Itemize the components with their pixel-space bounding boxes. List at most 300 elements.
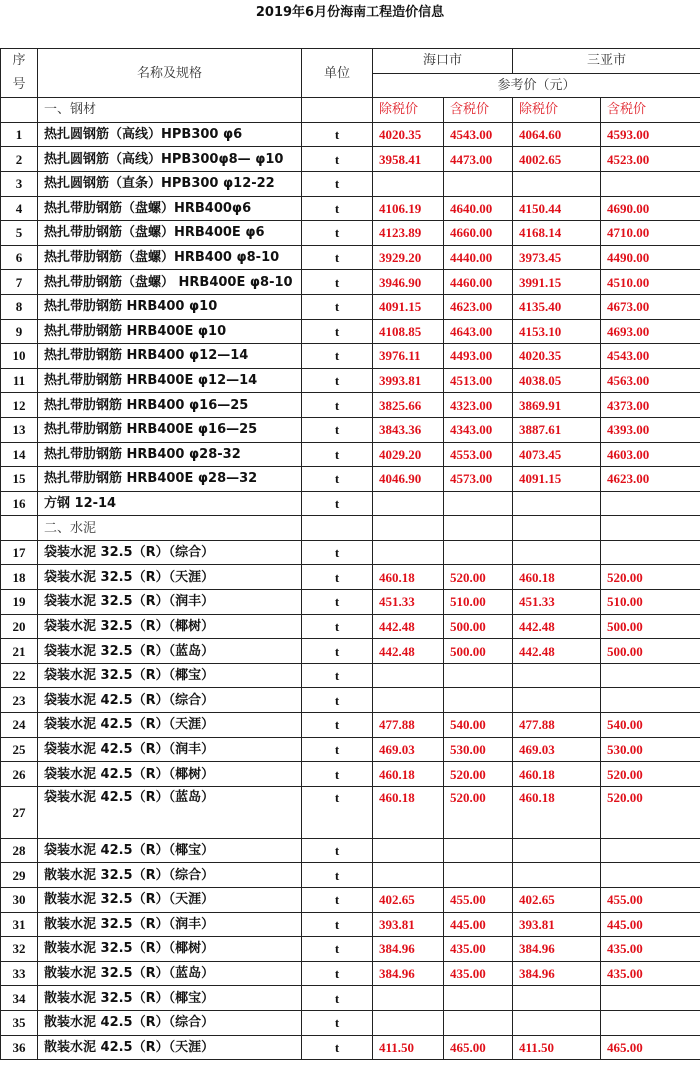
haikou-ex-tax-price (373, 863, 444, 888)
row-seq: 20 (1, 614, 38, 639)
section-empty-cell (1, 516, 38, 541)
sanya-ex-tax-price: 460.18 (513, 762, 601, 787)
row-name: 热扎带肋钢筋 HRB400 φ16—25 (38, 393, 302, 418)
row-unit: t (302, 467, 373, 492)
section-empty-cell (513, 516, 601, 541)
row-unit: t (302, 491, 373, 516)
row-seq: 22 (1, 663, 38, 688)
city-sanya-header: 三亚市 (513, 49, 700, 74)
sanya-inc-tax-header: 含税价 (601, 98, 700, 123)
row-unit: t (302, 737, 373, 762)
row-seq: 27 (1, 786, 38, 838)
haikou-ex-tax-price: 4108.85 (373, 319, 444, 344)
row-seq: 3 (1, 171, 38, 196)
haikou-inc-tax-price (444, 491, 513, 516)
sanya-ex-tax-price: 442.48 (513, 639, 601, 664)
sanya-ex-tax-price: 4153.10 (513, 319, 601, 344)
row-name: 袋装水泥 32.5（R）（椰树） (38, 614, 302, 639)
sanya-inc-tax-price: 520.00 (601, 786, 700, 838)
sanya-ex-tax-price: 3973.45 (513, 245, 601, 270)
sanya-inc-tax-price: 435.00 (601, 961, 700, 986)
row-seq: 4 (1, 196, 38, 221)
row-name: 热扎带肋钢筋（盘螺）HRB400φ6 (38, 196, 302, 221)
haikou-ex-tax-price: 384.96 (373, 961, 444, 986)
row-name: 热扎带肋钢筋 HRB400 φ12—14 (38, 344, 302, 369)
row-unit: t (302, 344, 373, 369)
haikou-ex-tax-price: 469.03 (373, 737, 444, 762)
haikou-inc-tax-header: 含税价 (444, 98, 513, 123)
sanya-inc-tax-price (601, 838, 700, 863)
table-row (1, 442, 700, 467)
section-seq-empty (1, 98, 38, 123)
page-title: 2019年6月份海南工程造价信息 (255, 5, 445, 20)
row-unit: t (302, 368, 373, 393)
row-name: 袋装水泥 32.5（R）（润丰） (38, 590, 302, 615)
sanya-inc-tax-price: 4393.00 (601, 417, 700, 442)
name-header: 名称及规格 (38, 49, 302, 98)
table-row (1, 270, 700, 295)
haikou-ex-tax-price: 3976.11 (373, 344, 444, 369)
table-row (1, 961, 700, 986)
table-row (1, 417, 700, 442)
row-unit: t (302, 122, 373, 147)
row-seq: 31 (1, 912, 38, 937)
sanya-inc-tax-price: 520.00 (601, 565, 700, 590)
row-name: 袋装水泥 32.5（R）（综合） (38, 540, 302, 565)
row-unit: t (302, 663, 373, 688)
haikou-inc-tax-price (444, 838, 513, 863)
row-unit: t (302, 540, 373, 565)
table-row (1, 171, 700, 196)
sanya-ex-tax-price: 442.48 (513, 614, 601, 639)
haikou-inc-tax-price: 540.00 (444, 713, 513, 738)
row-name: 热扎圆钢筋（直条）HPB300 φ12-22 (38, 171, 302, 196)
row-seq: 21 (1, 639, 38, 664)
row-seq: 2 (1, 147, 38, 172)
haikou-inc-tax-price: 4640.00 (444, 196, 513, 221)
sanya-inc-tax-price: 540.00 (601, 713, 700, 738)
sanya-ex-tax-price: 4073.45 (513, 442, 601, 467)
row-seq: 12 (1, 393, 38, 418)
haikou-ex-tax-price: 3993.81 (373, 368, 444, 393)
row-unit: t (302, 393, 373, 418)
row-name: 散装水泥 32.5（R）（椰树） (38, 937, 302, 962)
sanya-inc-tax-price (601, 1010, 700, 1035)
table-row (1, 565, 700, 590)
sanya-inc-tax-price (601, 863, 700, 888)
table-row (1, 838, 700, 863)
sanya-inc-tax-price: 4603.00 (601, 442, 700, 467)
sanya-ex-tax-price: 4064.60 (513, 122, 601, 147)
haikou-ex-tax-price: 3946.90 (373, 270, 444, 295)
table-row (1, 688, 700, 713)
section-empty-cell (302, 516, 373, 541)
haikou-ex-tax-header: 除税价 (373, 98, 444, 123)
sanya-ex-tax-price: 4038.05 (513, 368, 601, 393)
sanya-ex-tax-price: 393.81 (513, 912, 601, 937)
haikou-inc-tax-price: 4323.00 (444, 393, 513, 418)
haikou-inc-tax-price: 530.00 (444, 737, 513, 762)
haikou-inc-tax-price: 500.00 (444, 614, 513, 639)
price-table (0, 48, 700, 1060)
row-name: 散装水泥 32.5（R）（蓝岛） (38, 961, 302, 986)
table-row (1, 986, 700, 1011)
row-unit: t (302, 639, 373, 664)
sanya-ex-tax-price (513, 540, 601, 565)
row-unit: t (302, 713, 373, 738)
row-unit: t (302, 912, 373, 937)
section-empty-cell (444, 516, 513, 541)
row-seq: 29 (1, 863, 38, 888)
row-seq: 18 (1, 565, 38, 590)
sanya-inc-tax-price: 510.00 (601, 590, 700, 615)
row-name: 热扎圆钢筋（高线）HPB300φ8— φ10 (38, 147, 302, 172)
sanya-inc-tax-price: 500.00 (601, 639, 700, 664)
sanya-inc-tax-price: 4593.00 (601, 122, 700, 147)
haikou-ex-tax-price (373, 986, 444, 1011)
sanya-ex-tax-price: 477.88 (513, 713, 601, 738)
row-seq: 25 (1, 737, 38, 762)
sanya-ex-tax-price: 402.65 (513, 888, 601, 913)
haikou-ex-tax-price: 3825.66 (373, 393, 444, 418)
row-seq: 7 (1, 270, 38, 295)
sanya-inc-tax-price: 435.00 (601, 937, 700, 962)
table-row (1, 590, 700, 615)
haikou-inc-tax-price (444, 540, 513, 565)
row-name: 袋装水泥 42.5（R）（椰树） (38, 762, 302, 787)
table-row (1, 491, 700, 516)
seq-header: 序号 (1, 49, 38, 98)
row-name: 散装水泥 32.5（R）（椰宝） (38, 986, 302, 1011)
sanya-ex-tax-price: 460.18 (513, 565, 601, 590)
sanya-ex-tax-price: 460.18 (513, 786, 601, 838)
sanya-inc-tax-price (601, 663, 700, 688)
haikou-ex-tax-price (373, 663, 444, 688)
row-name: 热扎带肋钢筋（盘螺） HRB400E φ8-10 (38, 270, 302, 295)
row-name: 袋装水泥 42.5（R）（蓝岛） (38, 786, 302, 838)
row-unit: t (302, 147, 373, 172)
table-row (1, 1035, 700, 1060)
haikou-ex-tax-price (373, 491, 444, 516)
haikou-ex-tax-price: 4046.90 (373, 467, 444, 492)
table-row (1, 540, 700, 565)
row-seq: 10 (1, 344, 38, 369)
row-unit: t (302, 442, 373, 467)
row-name: 散装水泥 32.5（R）（天涯） (38, 888, 302, 913)
row-seq: 36 (1, 1035, 38, 1060)
sanya-inc-tax-price (601, 688, 700, 713)
sanya-ex-tax-price: 384.96 (513, 937, 601, 962)
sanya-inc-tax-price: 4510.00 (601, 270, 700, 295)
haikou-inc-tax-price (444, 688, 513, 713)
row-unit: t (302, 986, 373, 1011)
row-seq: 16 (1, 491, 38, 516)
row-name: 袋装水泥 32.5（R）（椰宝） (38, 663, 302, 688)
table-row (1, 368, 700, 393)
row-seq: 1 (1, 122, 38, 147)
sanya-inc-tax-price: 445.00 (601, 912, 700, 937)
table-row (1, 937, 700, 962)
sanya-ex-tax-price (513, 491, 601, 516)
row-seq: 5 (1, 221, 38, 246)
row-name: 袋装水泥 42.5（R）（润丰） (38, 737, 302, 762)
sanya-inc-tax-price: 4673.00 (601, 294, 700, 319)
sanya-inc-tax-price: 4543.00 (601, 344, 700, 369)
haikou-inc-tax-price: 4513.00 (444, 368, 513, 393)
section-title-steel: 一、钢材 (38, 98, 302, 123)
row-name: 袋装水泥 32.5（R）（天涯） (38, 565, 302, 590)
haikou-ex-tax-price: 460.18 (373, 762, 444, 787)
sanya-ex-tax-price (513, 863, 601, 888)
sanya-inc-tax-price (601, 491, 700, 516)
haikou-ex-tax-price: 402.65 (373, 888, 444, 913)
sanya-inc-tax-price (601, 540, 700, 565)
sanya-ex-tax-price: 3869.91 (513, 393, 601, 418)
row-unit: t (302, 245, 373, 270)
sanya-ex-tax-price: 4168.14 (513, 221, 601, 246)
haikou-ex-tax-price: 393.81 (373, 912, 444, 937)
haikou-ex-tax-price: 451.33 (373, 590, 444, 615)
haikou-ex-tax-price (373, 688, 444, 713)
sanya-ex-tax-price (513, 986, 601, 1011)
table-row (1, 245, 700, 270)
row-unit: t (302, 786, 373, 838)
row-seq: 17 (1, 540, 38, 565)
haikou-inc-tax-price (444, 171, 513, 196)
haikou-inc-tax-price: 510.00 (444, 590, 513, 615)
sanya-inc-tax-price (601, 986, 700, 1011)
sanya-ex-tax-price: 411.50 (513, 1035, 601, 1060)
row-unit: t (302, 294, 373, 319)
sanya-inc-tax-price (601, 171, 700, 196)
haikou-inc-tax-price: 4543.00 (444, 122, 513, 147)
row-unit: t (302, 838, 373, 863)
sanya-inc-tax-price: 4710.00 (601, 221, 700, 246)
row-unit: t (302, 614, 373, 639)
haikou-inc-tax-price: 4440.00 (444, 245, 513, 270)
row-unit: t (302, 863, 373, 888)
haikou-inc-tax-price: 435.00 (444, 937, 513, 962)
table-row (1, 294, 700, 319)
sanya-ex-tax-price (513, 171, 601, 196)
row-unit: t (302, 221, 373, 246)
row-seq: 23 (1, 688, 38, 713)
haikou-inc-tax-price: 455.00 (444, 888, 513, 913)
sanya-ex-tax-price (513, 688, 601, 713)
sanya-ex-tax-price (513, 838, 601, 863)
table-row (1, 221, 700, 246)
sanya-inc-tax-price: 4523.00 (601, 147, 700, 172)
row-seq: 14 (1, 442, 38, 467)
sanya-inc-tax-price: 4693.00 (601, 319, 700, 344)
row-unit: t (302, 1010, 373, 1035)
row-seq: 34 (1, 986, 38, 1011)
row-seq: 8 (1, 294, 38, 319)
row-name: 热扎带肋钢筋（盘螺）HRB400 φ8-10 (38, 245, 302, 270)
row-seq: 33 (1, 961, 38, 986)
sanya-ex-tax-price (513, 1010, 601, 1035)
table-row (1, 863, 700, 888)
haikou-ex-tax-price: 460.18 (373, 565, 444, 590)
row-unit: t (302, 417, 373, 442)
table-row (1, 196, 700, 221)
table-row (1, 614, 700, 639)
sanya-inc-tax-price: 465.00 (601, 1035, 700, 1060)
haikou-ex-tax-price: 4029.20 (373, 442, 444, 467)
table-row (1, 1010, 700, 1035)
row-unit: t (302, 1035, 373, 1060)
haikou-inc-tax-price: 4460.00 (444, 270, 513, 295)
section-unit-empty (302, 98, 373, 123)
row-name: 热扎带肋钢筋 HRB400E φ16—25 (38, 417, 302, 442)
sanya-inc-tax-price: 4490.00 (601, 245, 700, 270)
sanya-ex-tax-price: 4091.15 (513, 467, 601, 492)
row-seq: 9 (1, 319, 38, 344)
ref-price-header: 参考价（元） (373, 73, 700, 98)
haikou-ex-tax-price: 442.48 (373, 639, 444, 664)
row-unit: t (302, 590, 373, 615)
table-row (1, 912, 700, 937)
table-row (1, 762, 700, 787)
haikou-inc-tax-price: 4493.00 (444, 344, 513, 369)
haikou-ex-tax-price (373, 1010, 444, 1035)
haikou-inc-tax-price (444, 1010, 513, 1035)
sanya-inc-tax-price: 530.00 (601, 737, 700, 762)
row-name: 散装水泥 32.5（R）（综合） (38, 863, 302, 888)
haikou-ex-tax-price: 3929.20 (373, 245, 444, 270)
haikou-ex-tax-price: 477.88 (373, 713, 444, 738)
sanya-ex-tax-price: 4002.65 (513, 147, 601, 172)
table-row (1, 786, 700, 838)
row-unit: t (302, 565, 373, 590)
row-name: 热扎带肋钢筋 HRB400 φ28-32 (38, 442, 302, 467)
sanya-ex-tax-price: 4020.35 (513, 344, 601, 369)
row-unit: t (302, 270, 373, 295)
row-seq: 24 (1, 713, 38, 738)
haikou-ex-tax-price: 460.18 (373, 786, 444, 838)
row-name: 热扎带肋钢筋 HRB400 φ10 (38, 294, 302, 319)
haikou-ex-tax-price: 411.50 (373, 1035, 444, 1060)
row-seq: 28 (1, 838, 38, 863)
table-row (1, 888, 700, 913)
row-name: 袋装水泥 42.5（R）（椰宝） (38, 838, 302, 863)
city-haikou-header: 海口市 (373, 49, 513, 74)
section-row-cement (1, 516, 700, 541)
haikou-inc-tax-price (444, 663, 513, 688)
haikou-inc-tax-price: 520.00 (444, 565, 513, 590)
row-seq: 32 (1, 937, 38, 962)
row-name: 热扎带肋钢筋（盘螺）HRB400E φ6 (38, 221, 302, 246)
sanya-ex-tax-price: 3991.15 (513, 270, 601, 295)
row-unit: t (302, 961, 373, 986)
section-empty-cell (601, 516, 700, 541)
sanya-ex-tax-price: 384.96 (513, 961, 601, 986)
row-seq: 30 (1, 888, 38, 913)
haikou-inc-tax-price: 4660.00 (444, 221, 513, 246)
haikou-ex-tax-price: 4123.89 (373, 221, 444, 246)
row-seq: 26 (1, 762, 38, 787)
haikou-inc-tax-price: 465.00 (444, 1035, 513, 1060)
haikou-inc-tax-price (444, 986, 513, 1011)
haikou-ex-tax-price: 3958.41 (373, 147, 444, 172)
row-unit: t (302, 196, 373, 221)
section-row-steel (1, 98, 700, 123)
table-row (1, 122, 700, 147)
row-seq: 15 (1, 467, 38, 492)
row-name: 散装水泥 42.5（R）（综合） (38, 1010, 302, 1035)
haikou-ex-tax-price: 4020.35 (373, 122, 444, 147)
haikou-ex-tax-price (373, 540, 444, 565)
sanya-inc-tax-price: 500.00 (601, 614, 700, 639)
haikou-ex-tax-price: 442.48 (373, 614, 444, 639)
sanya-ex-tax-price (513, 663, 601, 688)
row-unit: t (302, 762, 373, 787)
sanya-ex-tax-price: 4135.40 (513, 294, 601, 319)
row-name: 热扎带肋钢筋 HRB400E φ28—32 (38, 467, 302, 492)
haikou-ex-tax-price (373, 171, 444, 196)
table-row (1, 467, 700, 492)
table-row (1, 344, 700, 369)
haikou-inc-tax-price: 520.00 (444, 762, 513, 787)
sanya-ex-tax-price: 3887.61 (513, 417, 601, 442)
table-row (1, 713, 700, 738)
haikou-inc-tax-price: 4643.00 (444, 319, 513, 344)
row-seq: 13 (1, 417, 38, 442)
haikou-ex-tax-price: 3843.36 (373, 417, 444, 442)
haikou-inc-tax-price: 4473.00 (444, 147, 513, 172)
haikou-ex-tax-price: 384.96 (373, 937, 444, 962)
haikou-inc-tax-price: 520.00 (444, 786, 513, 838)
row-name: 热扎带肋钢筋 HRB400E φ12—14 (38, 368, 302, 393)
haikou-inc-tax-price: 4343.00 (444, 417, 513, 442)
row-name: 袋装水泥 42.5（R）（天涯） (38, 713, 302, 738)
row-unit: t (302, 319, 373, 344)
table-row (1, 393, 700, 418)
row-name: 散装水泥 32.5（R）（润丰） (38, 912, 302, 937)
sanya-inc-tax-price: 4563.00 (601, 368, 700, 393)
row-name: 散装水泥 42.5（R）（天涯） (38, 1035, 302, 1060)
sanya-inc-tax-price: 4373.00 (601, 393, 700, 418)
row-name: 热扎圆钢筋（高线）HPB300 φ6 (38, 122, 302, 147)
section-title-cement: 二、水泥 (38, 516, 302, 541)
table-row (1, 319, 700, 344)
row-unit: t (302, 688, 373, 713)
unit-header: 单位 (302, 49, 373, 98)
haikou-inc-tax-price: 4623.00 (444, 294, 513, 319)
haikou-inc-tax-price: 435.00 (444, 961, 513, 986)
haikou-ex-tax-price (373, 838, 444, 863)
table-row (1, 737, 700, 762)
table-row (1, 663, 700, 688)
row-name: 热扎带肋钢筋 HRB400E φ10 (38, 319, 302, 344)
haikou-inc-tax-price (444, 863, 513, 888)
sanya-ex-tax-price: 469.03 (513, 737, 601, 762)
row-seq: 6 (1, 245, 38, 270)
section-empty-cell (373, 516, 444, 541)
sanya-inc-tax-price: 4623.00 (601, 467, 700, 492)
sanya-ex-tax-header: 除税价 (513, 98, 601, 123)
haikou-inc-tax-price: 4573.00 (444, 467, 513, 492)
haikou-inc-tax-price: 4553.00 (444, 442, 513, 467)
sanya-inc-tax-price: 4690.00 (601, 196, 700, 221)
row-seq: 11 (1, 368, 38, 393)
haikou-inc-tax-price: 500.00 (444, 639, 513, 664)
row-name: 袋装水泥 32.5（R）（蓝岛） (38, 639, 302, 664)
row-seq: 19 (1, 590, 38, 615)
row-name: 袋装水泥 42.5（R）（综合） (38, 688, 302, 713)
row-unit: t (302, 888, 373, 913)
sanya-ex-tax-price: 4150.44 (513, 196, 601, 221)
